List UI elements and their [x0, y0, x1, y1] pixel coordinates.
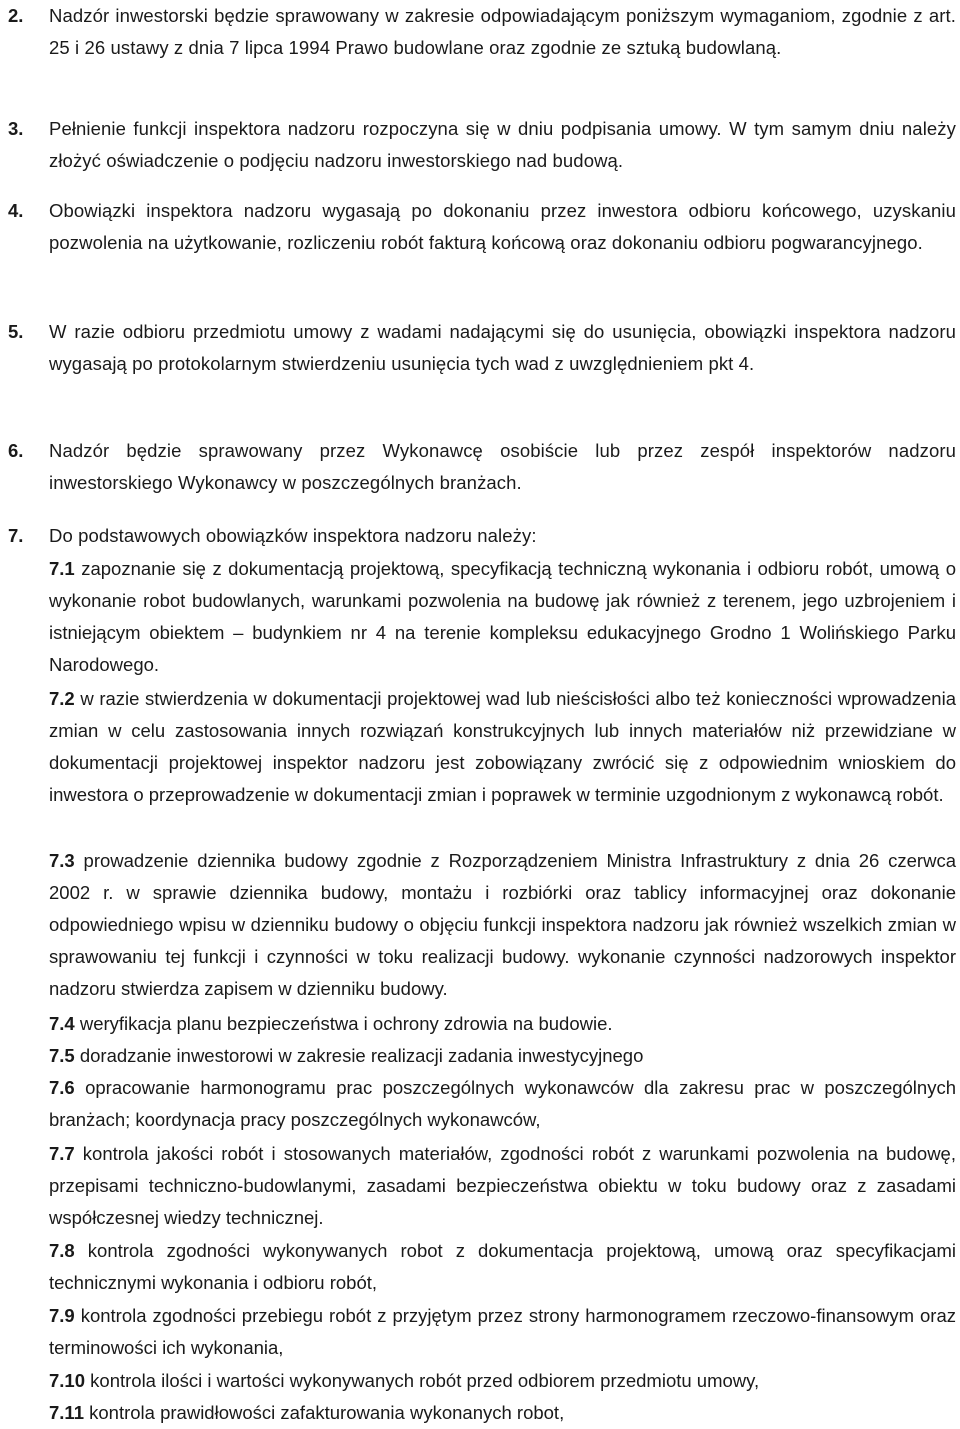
subitem-7-4 — [49, 1008, 956, 1040]
subitem-7-7 — [49, 1138, 956, 1234]
subitem-text: zapoznanie się z dokumentacją projektową, specyfikacją techniczną wykonania i odbioru robót, umową o wykonanie robot budowlanych, warunkami pozwolenia na budowę jak również z terenem, jego uzbrojeniem i istniejącym obiektem – budynkiem nr 4 na terenie kompleksu edukacyjnego Grodno 1 Wolińskiego Parku Narodowego. — [49, 558, 956, 675]
item-number: 6. — [8, 440, 24, 461]
item-text: Do podstawowych obowiązków inspektora nadzoru należy: — [49, 525, 537, 546]
subitem-text: w razie stwierdzenia w dokumentacji projektowej wad lub nieścisłości albo też konieczności wprowadzenia zmian w celu zastosowania innych rozwiązań konstrukcyjnych lub innych materiałów niż przewidziane w dokumentacji projektowej inspektor nadzoru jest zobowiązany zwrócić się z odpowiednim wnioskiem do inwestora o przeprowadzenie w dokumentacji zmian i poprawek w terminie uzgodnionym z wykonawcą robót. — [49, 688, 956, 805]
subitem-number: 7.11 — [49, 1402, 84, 1423]
subitem-7-2 — [49, 683, 956, 811]
item-number: 4. — [8, 200, 24, 221]
list-item-3 — [8, 113, 956, 177]
subitem-number: 7.5 — [49, 1045, 75, 1066]
subitem-text: kontrola jakości robót i stosowanych materiałów, zgodności robót z warunkami pozwolenia na budowę, przepisami techniczno-budowlanymi, zasadami bezpieczeństwa obiektu w toku budowy oraz z zasadami współczesnej wiedzy technicznej. — [49, 1143, 956, 1228]
subitem-number: 7.8 — [49, 1240, 75, 1261]
subitem-7-1 — [49, 553, 956, 681]
list-item-4 — [8, 195, 956, 259]
subitem-number: 7.6 — [49, 1077, 75, 1098]
subitem-text: opracowanie harmonogramu prac poszczególnych wykonawców dla zakresu prac w poszczególnych branżach; koordynacja pracy poszczególnych wykonawców, — [49, 1077, 956, 1130]
subitem-text: kontrola zgodności wykonywanych robot z dokumentacja projektową, umową oraz specyfikacjami technicznymi wykonania i odbioru robót, — [49, 1240, 956, 1293]
subitem-text: doradzanie inwestorowi w zakresie realizacji zadania inwestycyjnego — [74, 1045, 644, 1066]
item-number: 5. — [8, 321, 24, 342]
subitem-7-8 — [49, 1235, 956, 1299]
subitem-text: weryfikacja planu bezpieczeństwa i ochrony zdrowia na budowie. — [74, 1013, 613, 1034]
subitem-number: 7.9 — [49, 1305, 75, 1326]
subitem-number: 7.1 — [49, 558, 75, 579]
subitem-number: 7.7 — [49, 1143, 75, 1164]
list-item-5 — [8, 316, 956, 380]
subitem-text: prowadzenie dziennika budowy zgodnie z Rozporządzeniem Ministra Infrastruktury z dnia 26 czerwca 2002 r. w sprawie dziennika budowy, montażu i rozbiórki oraz tablicy informacyjnej oraz dokonanie odpowiedniego wpisu w dzienniku budowy o objęciu funkcji inspektora nadzoru jak również wszelkich zmian w sprawowaniu tej funkcji i czynności w toku realizacji budowy. wykonanie czynności nadzorowych inspektor nadzoru stwierdza zapisem w dzienniku budowy. — [49, 850, 956, 999]
item-text: Nadzór będzie sprawowany przez Wykonawcę osobiście lub przez zespół inspektorów nadzoru inwestorskiego Wykonawcy w poszczególnych branżach. — [49, 440, 956, 493]
subitem-7-9 — [49, 1300, 956, 1364]
item-text: Obowiązki inspektora nadzoru wygasają po dokonaniu przez inwestora odbioru końcowego, uzyskaniu pozwolenia na użytkowanie, rozliczeniu robót fakturą końcową oraz dokonaniu odbioru pogwarancyjnego. — [49, 200, 956, 253]
item-text: W razie odbioru przedmiotu umowy z wadami nadającymi się do usunięcia, obowiązki inspektora nadzoru wygasają po protokolarnym stwierdzeniu usunięcia tych wad z uwzględnieniem pkt 4. — [49, 321, 956, 374]
subitem-7-11 — [49, 1397, 956, 1429]
subitem-7-10 — [49, 1365, 956, 1397]
subitem-number: 7.3 — [49, 850, 75, 871]
subitem-text: kontrola prawidłowości zafakturowania wykonanych robot, — [84, 1402, 565, 1423]
item-text: Nadzór inwestorski będzie sprawowany w zakresie odpowiadającym poniższym wymaganiom, zgodnie z art. 25 i 26 ustawy z dnia 7 lipca 1994 Prawo budowlane oraz zgodnie ze sztuką budowlaną. — [49, 5, 956, 58]
subitem-text: kontrola zgodności przebiegu robót z przyjętym przez strony harmonogramem rzeczowo-finansowym oraz terminowości ich wykonania, — [49, 1305, 956, 1358]
subitem-7-5 — [49, 1040, 956, 1072]
subitem-7-3 — [49, 845, 956, 1005]
list-item-7 — [8, 520, 956, 552]
subitem-number: 7.10 — [49, 1370, 86, 1391]
list-item-6 — [8, 435, 956, 499]
item-number: 7. — [8, 525, 24, 546]
subitem-number: 7.2 — [49, 688, 75, 709]
list-item-2 — [8, 0, 956, 64]
subitem-number: 7.4 — [49, 1013, 75, 1034]
item-number: 2. — [8, 5, 24, 26]
item-number: 3. — [8, 118, 24, 139]
subitem-text: kontrola ilości i wartości wykonywanych robót przed odbiorem przedmiotu umowy, — [85, 1370, 760, 1391]
subitem-7-6 — [49, 1072, 956, 1136]
item-text: Pełnienie funkcji inspektora nadzoru rozpoczyna się w dniu podpisania umowy. W tym samym dniu należy złożyć oświadczenie o podjęciu nadzoru inwestorskiego nad budową. — [49, 118, 956, 171]
